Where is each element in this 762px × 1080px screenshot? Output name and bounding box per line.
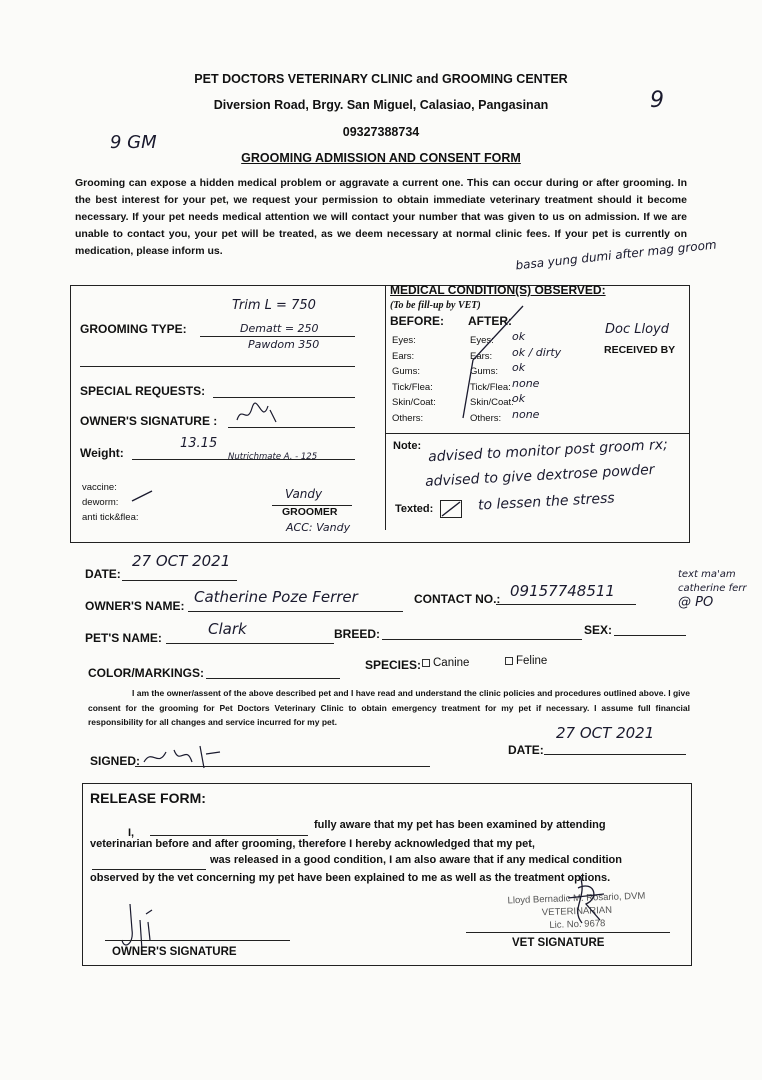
vet-sig-label: VET SIGNATURE: [512, 937, 605, 949]
after-others: Others:: [470, 412, 502, 424]
grooming-type-line-2: [80, 366, 355, 367]
after-skin-coat: Skin/Coat:: [470, 397, 514, 408]
grooming-type-hw-1: Trim L = 750: [232, 298, 316, 313]
pet-name-hw: Clark: [208, 620, 247, 638]
after-eyes: Eyes:: [470, 335, 494, 346]
vet-sig-line: [466, 932, 670, 933]
groomer-acc-hw: ACC: Vandy: [286, 521, 351, 534]
vet-signature-scribble: [560, 868, 610, 948]
release-line1-a: I,: [128, 827, 135, 839]
owner-signature-scribble: [232, 400, 282, 428]
owner-name-hw: Catherine Poze Ferrer: [194, 588, 358, 606]
hw-top-note: basa yung dumi after mag groom: [514, 237, 718, 273]
side-note-hw-2: catherine ferr: [678, 583, 747, 594]
texted-check-mark: [440, 500, 462, 518]
grooming-type-label: GROOMING TYPE:: [80, 322, 187, 336]
received-by-label: RECEIVED BY: [604, 344, 676, 356]
pet-name-line: [166, 643, 334, 644]
deworm-label: deworm:: [82, 497, 119, 508]
note-divider: [386, 433, 689, 434]
after-tick-flea-hw: none: [512, 376, 540, 390]
side-note-hw: [678, 568, 747, 610]
species-label: SPECIES:: [365, 658, 422, 672]
after-others-hw: none: [512, 407, 540, 421]
before-others: Others:: [392, 412, 424, 424]
grooming-type-hw-3: Pawdom 350: [248, 338, 320, 351]
box-divider: [385, 285, 386, 530]
weight-label: Weight:: [80, 446, 124, 460]
texted-label: Texted:: [395, 503, 434, 515]
stamp-name: Lloyd Bernadic M. Rosario, DVM: [507, 890, 646, 907]
received-by-hw: Doc Lloyd: [605, 322, 669, 337]
antitick-label: anti tick&flea:: [82, 512, 139, 523]
before-label: BEFORE:: [390, 314, 444, 328]
intro-paragraph: Grooming can expose a hidden medical problem or aggravate a current one. This can occur during or after grooming. In the best interest for your pet, we request your permission to obtain immediate veterinary treatment should it become necessary. If your pet needs medical attention we will contact your number that was given to us on admission. If we are unable to contact you, your pet will be treated, as we deem necessary at normal clinic fees. If your pet is currently on medication, please inform us.: [75, 177, 687, 257]
hw-left-note: 9 GM: [110, 132, 157, 153]
stamp-license: Lic. No. 9678: [549, 918, 606, 931]
form-title: GROOMING ADMISSION AND CONSENT FORM: [241, 151, 521, 165]
note-hw-1: advised to monitor post groom rx;: [427, 436, 669, 466]
after-ears: Ears:: [470, 350, 493, 362]
release-line2: veterinarian before and after grooming, therefore I hereby acknowledged that my pet,: [90, 838, 535, 850]
canine-label: Canine: [433, 657, 470, 669]
medical-subtitle: (To be fill-up by VET): [390, 300, 481, 311]
contact-label: CONTACT NO.:: [414, 592, 501, 606]
hw-right-note: 9: [650, 88, 664, 113]
before-gums: Gums:: [392, 366, 420, 377]
special-requests-line: [213, 397, 355, 398]
color-markings-label: COLOR/MARKINGS:: [88, 666, 204, 680]
after-gums: Gums:: [470, 366, 498, 377]
contact-hw: 09157748511: [510, 582, 615, 600]
consent-date-label: DATE:: [508, 743, 544, 757]
feline-option[interactable]: [505, 655, 547, 667]
date-line: [122, 580, 237, 581]
special-requests-label: SPECIAL REQUESTS:: [80, 384, 206, 398]
after-tick-flea: Tick/Flea:: [470, 381, 511, 393]
consent-text: I am the owner/assent of the above described pet and I have read and understand the clinic policies and procedures outlined above. I give consent for the grooming for Pet Doctors Veterinary Clinic to obtain emergency treatment for my pet if necessary. I assume full financial responsibility for all changes and service incurred for my pet.: [88, 688, 690, 727]
side-note-hw-1: text ma'am: [678, 569, 736, 580]
after-ears-hw: ok / dirty: [512, 345, 562, 359]
canine-option[interactable]: [422, 657, 469, 669]
feline-checkbox[interactable]: [505, 657, 513, 665]
owner-name-line: [188, 611, 403, 612]
deworm-checkmark: [130, 488, 156, 504]
owner-release-sig-line: [105, 940, 290, 941]
release-line3: was released in a good condition, I am also aware that if any medical condition: [210, 854, 622, 866]
stamp-title: VETERINARIAN: [541, 904, 613, 919]
note-hw-3: to lessen the stress: [477, 490, 616, 514]
release-line4: observed by the vet concerning my pet have been explained to me as well as the treatment options.: [90, 872, 611, 884]
before-items: [392, 333, 436, 426]
grooming-type-line: [200, 336, 355, 337]
weight-hw: 13.15: [180, 436, 218, 451]
before-ears: Ears:: [392, 350, 415, 362]
before-skin-coat: Skin/Coat:: [392, 397, 436, 408]
breed-label: BREED:: [334, 627, 381, 641]
breed-line: [382, 639, 582, 640]
owner-name-label: OWNER'S NAME:: [85, 599, 185, 613]
side-note-hw-3: @ PO: [678, 595, 714, 610]
groomer-label: GROOMER: [282, 506, 338, 518]
date-label: DATE:: [85, 567, 121, 581]
feline-label: Feline: [516, 655, 548, 667]
consent-date-hw: 27 OCT 2021: [556, 724, 655, 742]
pet-name-label: PET'S NAME:: [85, 631, 162, 645]
consent-date-line: [544, 754, 686, 755]
clinic-phone: 09327388734: [342, 125, 420, 139]
after-eyes-hw: ok: [512, 330, 526, 343]
release-line1-b: fully aware that my pet has been examined by attending: [314, 819, 606, 831]
vet-checkmark-stroke: [455, 300, 530, 430]
contact-line: [496, 604, 636, 605]
before-eyes: Eyes:: [392, 335, 416, 346]
release-title: RELEASE FORM:: [90, 790, 206, 806]
signed-label: SIGNED:: [90, 754, 141, 768]
owner-signature-label: OWNER'S SIGNATURE :: [80, 414, 218, 428]
sex-label: SEX:: [584, 623, 613, 637]
note-label: Note:: [393, 440, 422, 452]
medical-title: MEDICAL CONDITION(S) OBSERVED:: [390, 283, 606, 297]
before-tick-flea: Tick/Flea:: [392, 381, 433, 393]
grooming-type-hw-2: Dematt = 250: [240, 322, 319, 335]
clinic-address: Diversion Road, Brgy. San Miguel, Calasiao, Pangasinan: [213, 98, 549, 112]
canine-checkbox[interactable]: [422, 659, 430, 667]
after-gums-hw: ok: [512, 361, 526, 374]
date-hw: 27 OCT 2021: [132, 552, 231, 570]
owner-release-sig-label: OWNER'S SIGNATURE: [112, 946, 237, 958]
vaccine-label: vaccine:: [82, 482, 117, 493]
clinic-name: PET DOCTORS VETERINARY CLINIC and GROOMING CENTER: [194, 72, 568, 86]
after-label: AFTER:: [468, 314, 512, 328]
weight-note-hw: Nutrichmate A. - 125: [228, 452, 318, 462]
sex-line: [614, 635, 686, 636]
signed-scribble: [140, 742, 225, 772]
note-hw-2: advised to give dextrose powder: [424, 462, 655, 490]
groomer-hw: Vandy: [285, 487, 323, 501]
after-skin-coat-hw: ok: [512, 392, 526, 405]
color-markings-line: [206, 678, 340, 679]
